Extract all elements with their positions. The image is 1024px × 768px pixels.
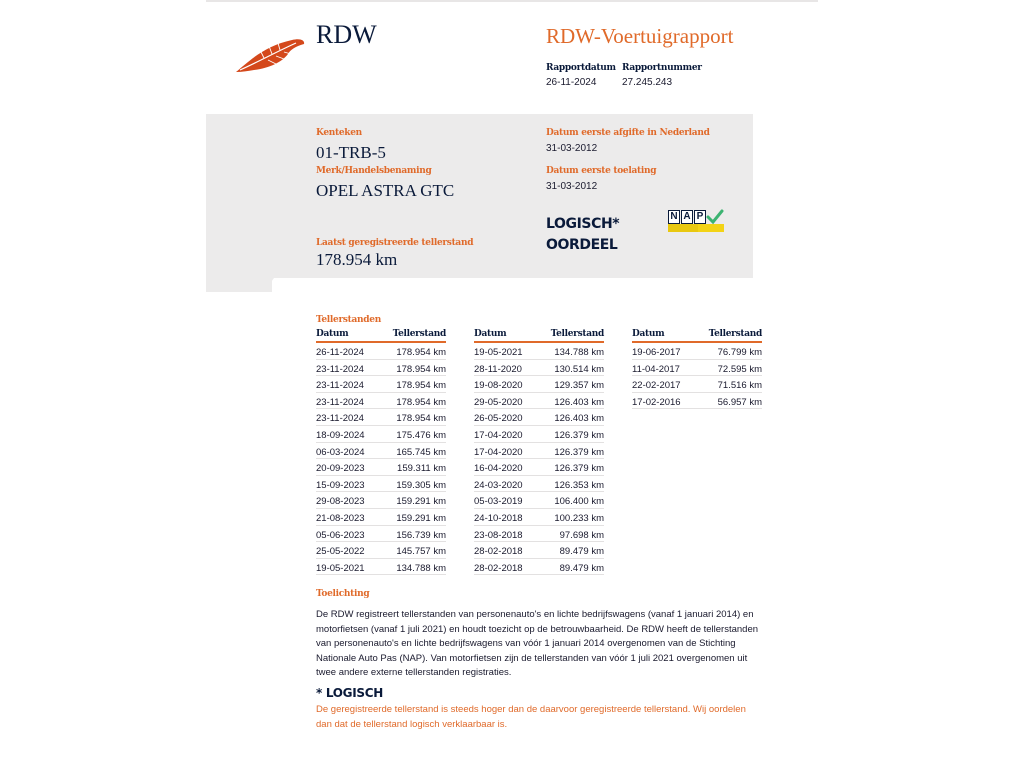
explanation-title: Toelichting bbox=[316, 589, 370, 599]
reading-date: 18-09-2024 bbox=[316, 429, 365, 441]
table-row bbox=[474, 542, 604, 559]
reading-km: 76.799 km bbox=[717, 347, 762, 358]
table-row bbox=[316, 542, 446, 559]
col-km-header: Tellerstand bbox=[708, 329, 762, 339]
reading-date: 15-09-2023 bbox=[316, 479, 365, 491]
reading-date: 05-03-2019 bbox=[474, 496, 523, 508]
reading-km: 178.954 km bbox=[396, 380, 446, 392]
nap-logo bbox=[668, 210, 726, 234]
footnote-label: * LOGISCH bbox=[316, 686, 383, 700]
table-body bbox=[316, 343, 446, 575]
reading-date: 25-05-2022 bbox=[316, 546, 365, 558]
last-odometer-reading: 178.954 km bbox=[316, 250, 398, 269]
reading-date: 23-11-2024 bbox=[316, 380, 364, 392]
reading-date: 24-10-2018 bbox=[474, 512, 523, 524]
vehicle-make: OPEL ASTRA GTC bbox=[316, 181, 455, 200]
reading-km: 165.745 km bbox=[396, 446, 446, 458]
table-row bbox=[632, 393, 762, 410]
reading-km: 145.757 km bbox=[396, 546, 446, 558]
table-row bbox=[316, 343, 446, 360]
reading-km: 178.954 km bbox=[396, 396, 446, 408]
reading-date: 11-04-2017 bbox=[632, 363, 680, 375]
table-body bbox=[632, 343, 762, 409]
reading-km: 126.379 km bbox=[554, 429, 604, 441]
col-km-header: Tellerstand bbox=[392, 329, 446, 339]
reading-km: 159.291 km bbox=[396, 512, 446, 524]
reading-date: 26-11-2024 bbox=[316, 347, 364, 358]
table-row bbox=[316, 443, 446, 460]
table-row bbox=[474, 509, 604, 526]
reading-km: 100.233 km bbox=[554, 512, 604, 524]
license-plate: 01-TRB-5 bbox=[316, 143, 386, 162]
footnote-body: De geregistreerde tellerstand is steeds hoger dan de daarvoor geregistreerde tellerstand. Wij oordelen dan dat de tellerstand logisch verklaarbaar is. bbox=[316, 704, 746, 730]
reading-date: 19-06-2017 bbox=[632, 347, 681, 358]
reading-km: 178.954 km bbox=[396, 413, 446, 425]
nap-letter: P bbox=[694, 210, 706, 224]
reading-km: 159.311 km bbox=[397, 463, 446, 475]
table-row bbox=[632, 343, 762, 360]
table-row bbox=[316, 492, 446, 509]
table-row bbox=[316, 476, 446, 493]
table-row bbox=[316, 459, 446, 476]
readings-table-1 bbox=[316, 329, 446, 575]
readings-table-2 bbox=[474, 329, 604, 575]
checkmark-icon bbox=[706, 208, 724, 226]
reading-km: 178.954 km bbox=[396, 363, 446, 375]
report-number: 27.245.243 bbox=[622, 77, 673, 88]
table-row bbox=[316, 376, 446, 393]
reading-date: 17-04-2020 bbox=[474, 429, 523, 441]
reading-date: 29-05-2020 bbox=[474, 396, 523, 408]
reading-km: 129.357 km bbox=[554, 380, 604, 392]
table-row bbox=[474, 376, 604, 393]
reading-km: 97.698 km bbox=[559, 529, 604, 541]
reading-date: 29-08-2023 bbox=[316, 496, 365, 508]
reading-date: 28-02-2018 bbox=[474, 546, 523, 558]
reading-km: 134.788 km bbox=[396, 562, 446, 574]
readings-table-3 bbox=[632, 329, 762, 409]
odometer-verdict bbox=[546, 214, 619, 256]
panel-tab-corner bbox=[264, 278, 274, 292]
reading-km: 126.403 km bbox=[554, 413, 604, 425]
reading-date: 28-02-2018 bbox=[474, 562, 523, 574]
reading-date: 16-04-2020 bbox=[474, 463, 523, 475]
col-date-header: Datum bbox=[316, 329, 349, 339]
first-admission: 31-03-2012 bbox=[546, 181, 598, 192]
table-row bbox=[316, 509, 446, 526]
nap-letter: N bbox=[668, 210, 680, 224]
reading-km: 71.516 km bbox=[717, 380, 762, 392]
table-row bbox=[474, 343, 604, 360]
report-number-label: Rapportnummer bbox=[622, 63, 702, 73]
table-row bbox=[474, 492, 604, 509]
reading-date: 23-11-2024 bbox=[316, 363, 364, 375]
table-row bbox=[474, 426, 604, 443]
reading-km: 178.954 km bbox=[396, 347, 446, 358]
first-registration-nl-label: Datum eerste afgifte in Nederland bbox=[546, 128, 710, 138]
reading-km: 126.379 km bbox=[554, 463, 604, 475]
report-date-label: Rapportdatum bbox=[546, 63, 616, 73]
brand-name: RDW bbox=[316, 20, 377, 49]
rdw-feather-logo-icon bbox=[234, 32, 306, 74]
table-body bbox=[474, 343, 604, 575]
table-row bbox=[474, 459, 604, 476]
top-rule bbox=[206, 0, 818, 2]
table-row bbox=[316, 559, 446, 576]
first-registration-nl: 31-03-2012 bbox=[546, 143, 598, 154]
table-row bbox=[474, 526, 604, 543]
verdict-line-2: OORDEEL bbox=[546, 237, 618, 253]
table-row bbox=[632, 376, 762, 393]
report-date: 26-11-2024 bbox=[546, 77, 597, 88]
table-row bbox=[474, 476, 604, 493]
reading-km: 159.291 km bbox=[396, 496, 446, 508]
col-km-header: Tellerstand bbox=[550, 329, 604, 339]
report-title: RDW-Voertuigrapport bbox=[546, 24, 734, 48]
table-row bbox=[316, 360, 446, 377]
reading-date: 23-11-2024 bbox=[316, 413, 364, 425]
reading-date: 23-08-2018 bbox=[474, 529, 523, 541]
table-header bbox=[474, 329, 604, 343]
reading-date: 22-02-2017 bbox=[632, 380, 681, 392]
reading-date: 19-08-2020 bbox=[474, 380, 523, 392]
table-row bbox=[316, 526, 446, 543]
table-row bbox=[474, 409, 604, 426]
first-admission-label: Datum eerste toelating bbox=[546, 166, 657, 176]
table-row bbox=[316, 393, 446, 410]
nap-letters bbox=[668, 210, 707, 224]
table-row bbox=[632, 360, 762, 377]
reading-date: 06-03-2024 bbox=[316, 446, 365, 458]
reading-km: 106.400 km bbox=[554, 496, 604, 508]
readings-title: Tellerstanden bbox=[316, 315, 381, 325]
reading-km: 56.957 km bbox=[717, 396, 762, 408]
table-header bbox=[632, 329, 762, 343]
table-row bbox=[474, 559, 604, 576]
table-row bbox=[474, 393, 604, 410]
vehicle-summary-panel bbox=[206, 114, 753, 278]
reading-km: 72.595 km bbox=[717, 363, 762, 375]
reading-km: 126.353 km bbox=[554, 479, 604, 491]
reading-km: 134.788 km bbox=[554, 347, 604, 358]
reading-date: 17-02-2016 bbox=[632, 396, 681, 408]
reading-km: 130.514 km bbox=[554, 363, 604, 375]
table-row bbox=[474, 443, 604, 460]
table-row bbox=[316, 426, 446, 443]
report-page bbox=[206, 0, 818, 768]
reading-date: 19-05-2021 bbox=[316, 562, 365, 574]
reading-date: 20-09-2023 bbox=[316, 463, 365, 475]
plate-label: Kenteken bbox=[316, 128, 362, 138]
table-row bbox=[316, 409, 446, 426]
reading-date: 24-03-2020 bbox=[474, 479, 523, 491]
reading-date: 21-08-2023 bbox=[316, 512, 365, 524]
col-date-header: Datum bbox=[474, 329, 507, 339]
reading-km: 89.479 km bbox=[559, 546, 604, 558]
odometer-label: Laatst geregistreerde tellerstand bbox=[316, 238, 474, 248]
verdict-line-1: LOGISCH* bbox=[546, 216, 620, 232]
reading-date: 23-11-2024 bbox=[316, 396, 364, 408]
table-header bbox=[316, 329, 446, 343]
reading-date: 28-11-2020 bbox=[474, 363, 522, 375]
panel-tab bbox=[206, 278, 272, 292]
nap-letter: A bbox=[681, 210, 693, 224]
col-date-header: Datum bbox=[632, 329, 665, 339]
reading-km: 89.479 km bbox=[559, 562, 604, 574]
nap-bar-shade bbox=[668, 224, 698, 232]
reading-date: 05-06-2023 bbox=[316, 529, 365, 541]
reading-date: 26-05-2020 bbox=[474, 413, 523, 425]
reading-date: 17-04-2020 bbox=[474, 446, 523, 458]
reading-km: 156.739 km bbox=[396, 529, 446, 541]
reading-km: 159.305 km bbox=[396, 479, 446, 491]
explanation-body: De RDW registreert tellerstanden van personenauto's en lichte bedrijfswagens (vanaf 1 januari 2014) en motorfietsen (vanaf 1 juli 2021) en houdt toezicht op de betrouwbaarheid. De RDW heeft de tellerstanden van personenauto's en lichte bedrijfswagens van vóór 1 januari 2014 overgenomen van de Stichting Nationale Auto Pas (NAP). Van motorfietsen zijn de tellerstanden van vóór 1 juli 2021 overgenomen uit twee andere externe tellerstanden registraties. bbox=[316, 609, 759, 678]
reading-km: 175.476 km bbox=[396, 429, 446, 441]
table-row bbox=[474, 360, 604, 377]
reading-date: 19-05-2021 bbox=[474, 347, 523, 358]
reading-km: 126.379 km bbox=[554, 446, 604, 458]
make-label: Merk/Handelsbenaming bbox=[316, 166, 432, 176]
reading-km: 126.403 km bbox=[554, 396, 604, 408]
